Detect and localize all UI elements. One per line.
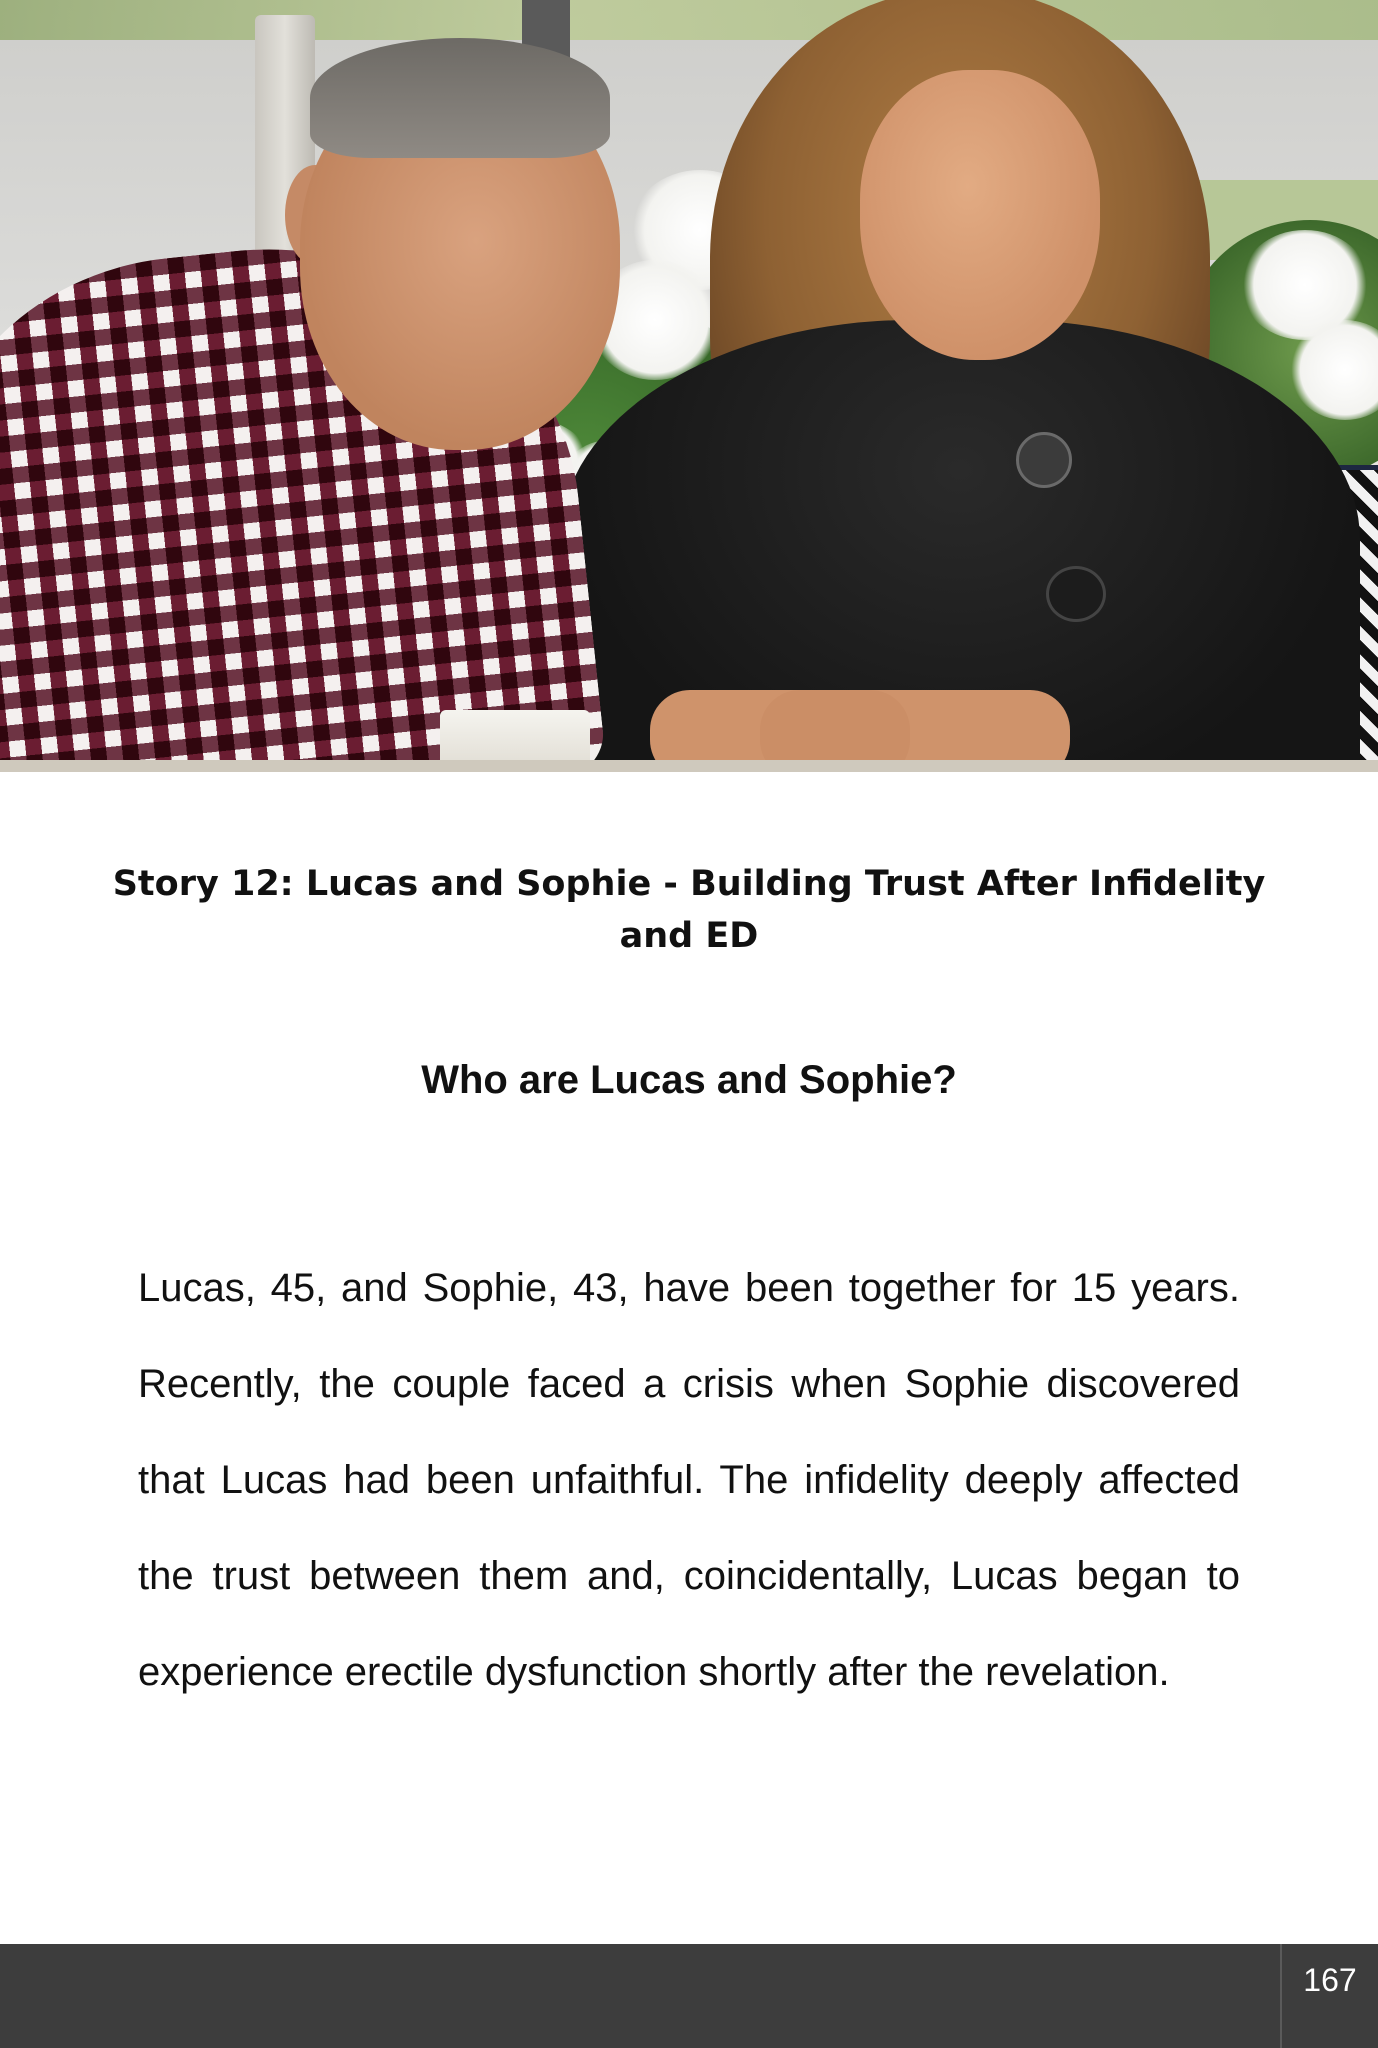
woman-face [860, 70, 1100, 360]
jacket-button [1046, 566, 1106, 622]
table-edge [0, 760, 1378, 772]
story-title: Story 12: Lucas and Sophie - Building Trust After Infidelity and ED [112, 864, 1266, 956]
page-footer-bar [0, 1944, 1378, 2048]
page-number-box [1280, 1944, 1378, 2048]
section-subtitle: Who are Lucas and Sophie? [421, 1058, 957, 1102]
page-number: 167 [1303, 1962, 1357, 1998]
background-grass [0, 0, 1378, 40]
story-paragraph: Lucas, 45, and Sophie, 43, have been together for 15 years. Recently, the couple faced a crisis when Sophie discovered that Lucas had been unfaithful. The infidelity deeply affected the trust between them and, coincidentally, Lucas began to experience erectile dysfunction shortly after the revelation. [138, 1266, 1240, 1694]
jacket-button [1016, 432, 1072, 488]
couple-photo [0, 0, 1378, 772]
man-hair [310, 38, 610, 158]
